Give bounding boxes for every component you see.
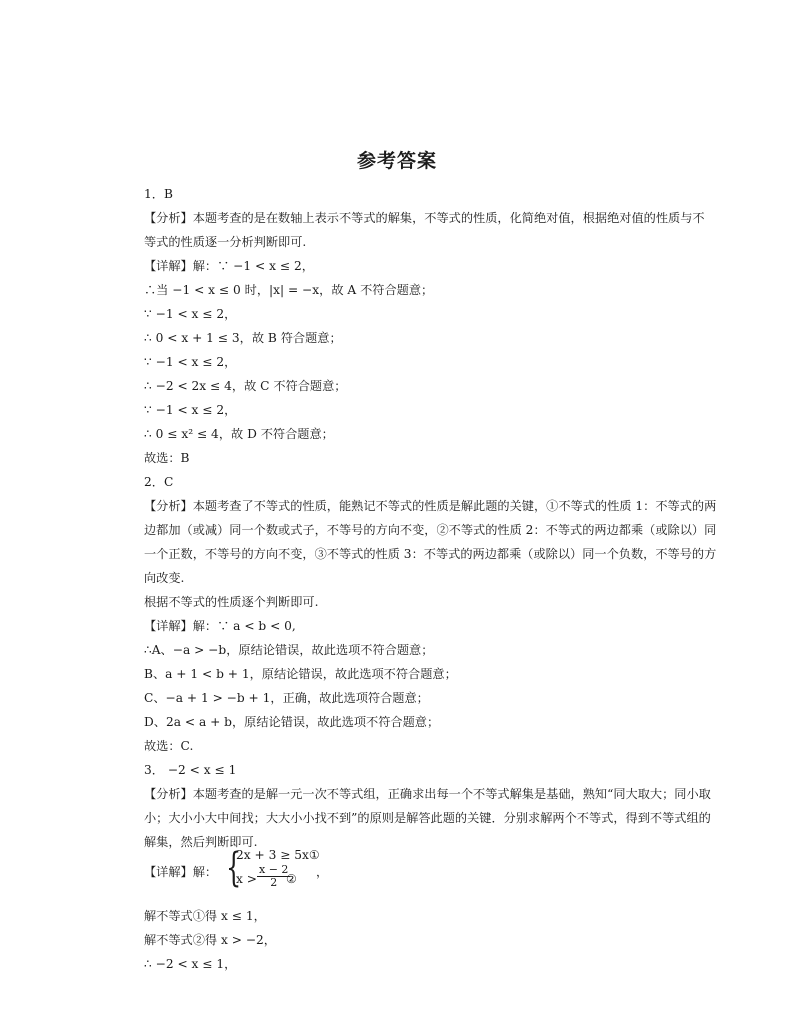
detail-label: 【详解】解： (144, 865, 218, 879)
text-line: 向改变. (144, 571, 185, 585)
text-line: 故选：C. (144, 739, 194, 753)
text-line: ∵ −1 < x ≤ 2， (144, 307, 237, 321)
text-line: 解不等式①得 x ≤ 1， (144, 909, 266, 923)
text-line: 等式的性质逐一分析判断即可. (144, 235, 307, 249)
inequality-system (144, 846, 344, 896)
inequality-row-1: 2x + 3 ≥ 5x① (236, 848, 320, 862)
inequality-row-2-mark: ② (286, 872, 297, 886)
text-line: C、−a + 1 > −b + 1，正确，故此选项符合题意； (144, 691, 429, 705)
text-line: 【详解】解：∵ a < b < 0, (144, 619, 296, 633)
text-line: 一个正数，不等号的方向不变，③不等式的性质 3：不等式的两边都乘（或除以）同一个负数，不等号的方 (144, 547, 717, 561)
text-line: 根据不等式的性质逐个判断即可. (144, 595, 319, 609)
text-line: 2．C (144, 475, 174, 489)
text-line: ∴当 −1 < x ≤ 0 时，|x| = −x，故 A 不符合题意； (144, 283, 434, 297)
text-line: 【分析】本题考查了不等式的性质，能熟记不等式的性质是解此题的关键，①不等式的性质 1：不等式的两 (144, 499, 717, 513)
text-line: ∵ −1 < x ≤ 2， (144, 403, 237, 417)
left-brace: { (226, 845, 242, 891)
text-line: B、a + 1 < b + 1，原结论错误，故此选项不符合题意； (144, 667, 457, 681)
trailing-comma: ， (316, 865, 329, 879)
text-line: ∴ 0 ≤ x² ≤ 4，故 D 不符合题意； (144, 427, 334, 441)
text-line: 解不等式②得 x > −2， (144, 933, 276, 947)
text-line: 【分析】本题考查的是在数轴上表示不等式的解集，不等式的性质，化简绝对值，根据绝对值的性质与不 (144, 211, 705, 225)
text-line: 边都加（或减）同一个数或式子，不等号的方向不变，②不等式的性质 2：不等式的两边都乘（或除以）同 (144, 523, 717, 537)
text-line: ∴ −2 < x ≤ 1， (144, 957, 237, 971)
text-line: 解集，然后判断即可. (144, 835, 258, 849)
text-line: ∴A、−a > −b，原结论错误，故此选项不符合题意； (144, 643, 434, 657)
text-line: ∴ −2 < 2x ≤ 4，故 C 不符合题意； (144, 379, 347, 393)
text-line: ∵ −1 < x ≤ 2， (144, 355, 237, 369)
text-line: 【详解】解：∵ −1 < x ≤ 2， (144, 259, 314, 273)
fraction-denominator: 2 (270, 876, 278, 889)
inequality-row-2-left: x > (236, 872, 257, 886)
text-line: 3． −2 < x ≤ 1 (144, 763, 237, 777)
text-line: D、2a < a + b，原结论错误，故此选项不符合题意； (144, 715, 440, 729)
text-line: 故选：B (144, 451, 190, 465)
text-line: 小；大小小大中间找；大大小小找不到”的原则是解答此题的关键．分别求解两个不等式，得到不等式组的 (144, 811, 711, 825)
text-line: 1．B (144, 187, 173, 201)
page-title: 参考答案 (356, 150, 437, 172)
fraction-numerator: x − 2 (259, 863, 289, 876)
text-line: 【分析】本题考查的是解一元一次不等式组，正确求出每一个不等式解集是基础，熟知“同大取大；同小取 (144, 787, 711, 801)
text-line: ∴ 0 < x + 1 ≤ 3，故 B 符合题意； (144, 331, 342, 345)
